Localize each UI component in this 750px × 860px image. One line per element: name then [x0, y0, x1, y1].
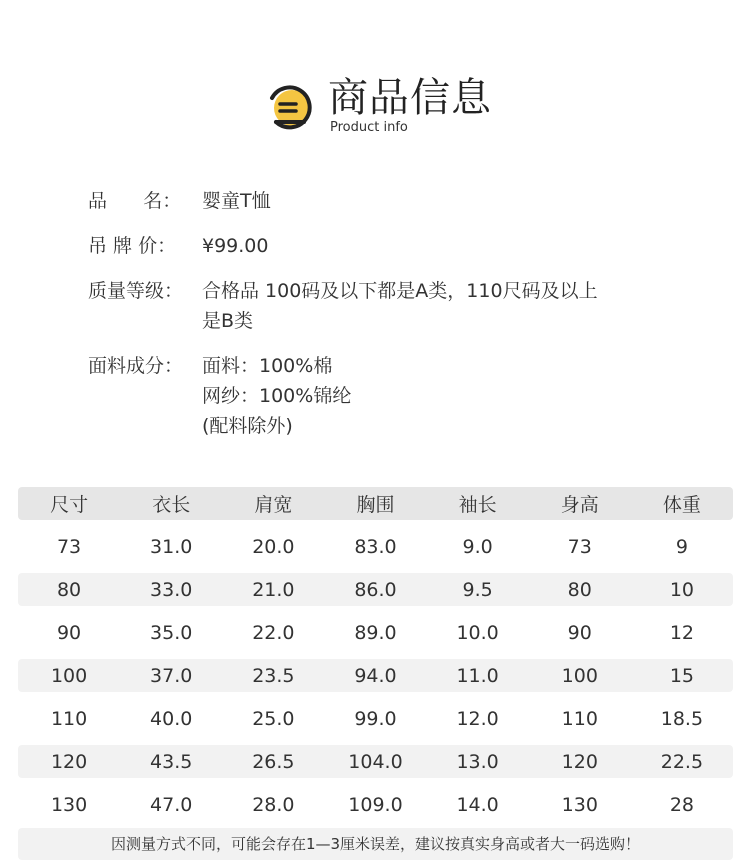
- info-row-name: [88, 186, 688, 216]
- info-value-line: 合格品 100码及以下都是A类，110尺码及以上: [202, 280, 598, 302]
- table-cell: 73: [56, 535, 82, 558]
- table-cell: 12: [669, 621, 694, 644]
- table-cell: 40.0: [150, 707, 193, 730]
- size-table: [18, 487, 733, 831]
- info-value-line: 是B类: [202, 310, 254, 332]
- table-header-cell: 衣长: [152, 494, 191, 516]
- table-cell: 99.0: [354, 707, 397, 730]
- table-cell: 18.5: [660, 707, 704, 730]
- info-value-line: 婴童T恤: [202, 190, 271, 212]
- table-cell: 26.5: [252, 750, 295, 773]
- table-cell: 47.0: [150, 793, 193, 816]
- table-cell: 80: [567, 578, 592, 601]
- table-cell: 130: [561, 793, 598, 816]
- info-label: 质量等级：: [88, 280, 184, 302]
- info-value-line: 面料：100%棉: [202, 355, 333, 377]
- table-cell: 73: [567, 535, 592, 558]
- table-cell: 120: [50, 750, 88, 773]
- table-cell: 120: [561, 750, 598, 773]
- table-cell: 21.0: [252, 578, 295, 601]
- table-cell: 9.0: [462, 535, 493, 558]
- table-row: [18, 530, 733, 563]
- table-cell: 13.0: [456, 750, 499, 773]
- table-row: [18, 573, 733, 606]
- table-cell: 22.5: [660, 750, 704, 773]
- section-header: [262, 74, 522, 140]
- info-value: [202, 231, 688, 261]
- table-cell: 33.0: [150, 578, 193, 601]
- table-row: [18, 788, 733, 821]
- table-cell: 109.0: [348, 793, 403, 816]
- table-cell: 10.0: [456, 621, 499, 644]
- info-label: 面料成分：: [88, 355, 184, 377]
- table-header-cell: 肩宽: [254, 494, 293, 516]
- table-cell: 25.0: [252, 707, 295, 730]
- table-row: [18, 745, 733, 778]
- info-value-line: ¥99.00: [202, 235, 269, 257]
- table-cell: 100: [50, 664, 88, 687]
- table-row: [18, 702, 733, 735]
- table-cell: 23.5: [252, 664, 295, 687]
- table-cell: 15: [669, 664, 694, 687]
- table-cell: 9: [675, 535, 688, 558]
- table-cell: 100: [561, 664, 598, 687]
- table-cell: 110: [50, 707, 88, 730]
- table-cell: 20.0: [252, 535, 295, 558]
- table-cell: 28: [669, 793, 694, 816]
- table-header-cell: 身高: [560, 494, 599, 516]
- info-row-price: [88, 231, 688, 261]
- table-header-cell: 体重: [662, 494, 701, 516]
- measurement-note: 因测量方式不同，可能会存在1—3厘米误差，建议按真实身高或者大一码选购！: [18, 828, 733, 860]
- table-cell: 12.0: [456, 707, 499, 730]
- document-list-icon: [264, 84, 314, 134]
- table-cell: 110: [561, 707, 598, 730]
- table-cell: 90: [56, 621, 82, 644]
- table-cell: 94.0: [354, 664, 397, 687]
- product-info-list: [88, 186, 688, 456]
- table-cell: 22.0: [252, 621, 295, 644]
- page-title: 商品信息: [328, 75, 492, 121]
- table-cell: 11.0: [456, 664, 499, 687]
- info-row-material: [88, 351, 688, 441]
- info-value-line: (配料除外): [202, 415, 293, 437]
- table-cell: 80: [56, 578, 82, 601]
- table-row: [18, 616, 733, 649]
- table-cell: 83.0: [354, 535, 397, 558]
- table-cell: 130: [50, 793, 88, 816]
- table-row: [18, 659, 733, 692]
- table-cell: 90: [567, 621, 592, 644]
- table-cell: 10: [669, 578, 694, 601]
- info-value: [202, 351, 688, 441]
- table-cell: 43.5: [150, 750, 193, 773]
- info-row-grade: [88, 276, 688, 336]
- table-cell: 31.0: [150, 535, 193, 558]
- table-cell: 89.0: [354, 621, 397, 644]
- table-cell: 9.5: [462, 578, 493, 601]
- info-value-line: 网纱：100%锦纶: [202, 385, 352, 407]
- info-value: [202, 186, 688, 216]
- table-cell: 37.0: [150, 664, 193, 687]
- table-header-cell: 胸围: [356, 494, 395, 516]
- table-cell: 86.0: [354, 578, 397, 601]
- table-cell: 35.0: [150, 621, 193, 644]
- page-subtitle: Product info: [330, 120, 408, 135]
- table-cell: 14.0: [456, 793, 499, 816]
- table-header-cell: 尺寸: [50, 494, 89, 516]
- table-cell: 28.0: [252, 793, 295, 816]
- info-label: 品 名：: [88, 190, 182, 212]
- table-cell: 104.0: [348, 750, 403, 773]
- table-header-row: [18, 487, 733, 520]
- info-label: 吊 牌 价：: [88, 235, 177, 257]
- table-header-cell: 袖长: [458, 494, 497, 516]
- info-value: [202, 276, 688, 336]
